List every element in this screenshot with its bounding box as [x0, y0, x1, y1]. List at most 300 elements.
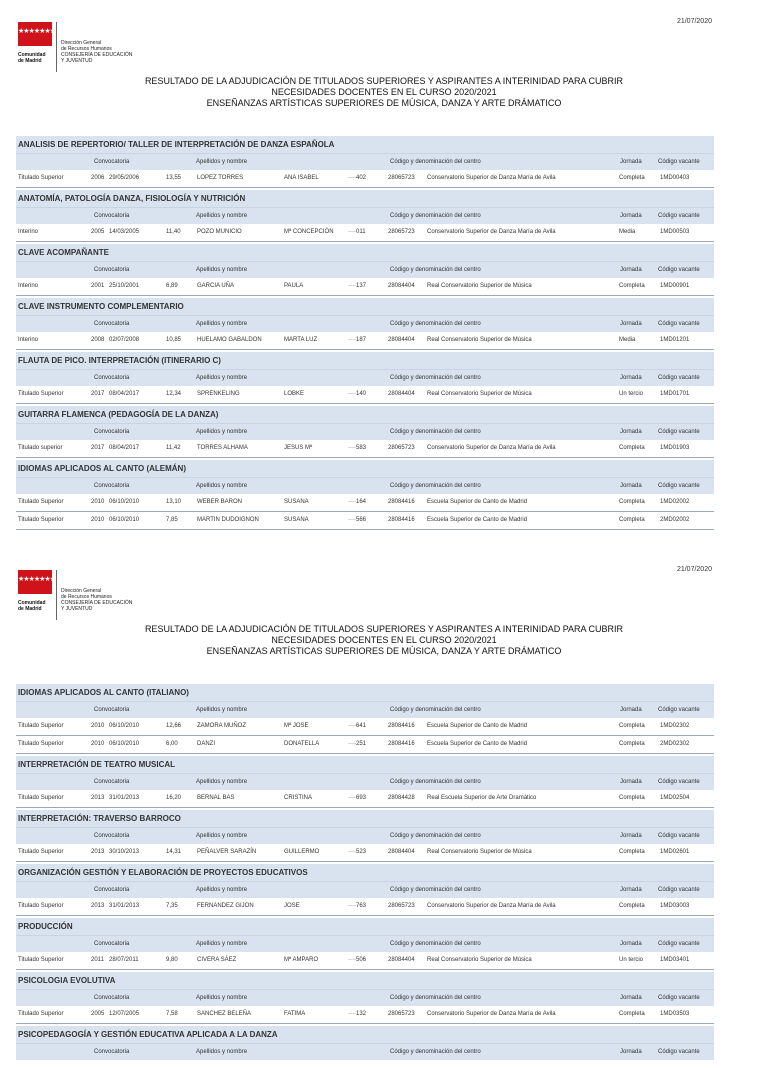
subject-title: FLAUTA DE PICO. INTERPRETACIÓN (ITINERARIO C) — [16, 352, 714, 370]
row-nombre-centro: Conservatorio Superior de Danza María de Avila — [427, 175, 556, 181]
column-apellidos: Apellidos y nombre — [196, 1049, 248, 1055]
subject-title: ORGANIZACIÓN GESTIÓN Y ELABORACIÓN DE PROYECTOS EDUCATIVOS — [16, 864, 714, 882]
subject-title: PSICOPEDAGOGÍA Y GESTIÓN EDUCATIVA APLICADA A LA DANZA — [16, 1026, 714, 1044]
row-nombre-centro: Escuela Superior de Canto de Madrid — [427, 723, 528, 729]
row-jornada: Completa — [619, 795, 645, 801]
row-dni: ····140 — [348, 391, 367, 397]
column-apellidos: Apellidos y nombre — [196, 833, 248, 839]
column-apellidos: Apellidos y nombre — [196, 267, 248, 273]
row-codigo-centro: 28065723 — [388, 903, 415, 909]
column-centro: Código y denominación del centro — [390, 483, 481, 489]
row-apellidos: HUELAMO GABALDON — [197, 337, 262, 343]
row-codigo-vacante: 1MD03401 — [660, 957, 690, 963]
row-dni: ····164 — [348, 499, 367, 505]
column-convocatoria: Convocatoria — [94, 321, 130, 327]
row-codigo-centro: 28084428 — [388, 795, 415, 801]
column-centro: Código y denominación del centro — [390, 159, 481, 165]
column-centro: Código y denominación del centro — [390, 779, 481, 785]
stars-icon: ★★★★★★★ — [18, 28, 55, 35]
row-anio: 2005 — [91, 229, 105, 235]
document-date: 21/07/2020 — [676, 566, 712, 573]
column-codigo-vacante: Código vacante — [658, 833, 700, 839]
table-row — [16, 952, 714, 970]
row-anio: 2013 — [91, 903, 105, 909]
row-codigo-centro: 28084404 — [388, 957, 415, 963]
adjudication-tables — [16, 136, 714, 532]
table-row — [16, 512, 714, 530]
column-jornada: Jornada — [620, 375, 642, 381]
row-fecha: 08/04/2017 — [109, 445, 140, 451]
row-nombre: GUILLERMO — [284, 849, 320, 855]
table-row — [16, 494, 714, 512]
row-jornada: Un tercio — [619, 391, 644, 397]
table-row — [16, 332, 714, 350]
row-nombre-centro: Real Conservatorio Superior de Música — [427, 849, 532, 855]
row-nombre: LOBKE — [284, 391, 305, 397]
column-codigo-vacante: Código vacante — [658, 159, 700, 165]
subject-section — [16, 1026, 714, 1060]
row-codigo-vacante: 1MD00901 — [660, 283, 690, 289]
row-puntuacion: 9,80 — [166, 957, 178, 963]
row-apellidos: GARCIA UÑA — [197, 283, 235, 289]
logo-dept-line: Y JUVENTUD — [61, 58, 93, 64]
row-fecha: 31/01/2013 — [109, 903, 140, 909]
row-nombre: Mª AMPARO — [284, 957, 319, 963]
table-row — [16, 278, 714, 296]
column-centro: Código y denominación del centro — [390, 1049, 481, 1055]
row-fecha: 06/10/2010 — [109, 517, 140, 523]
subject-title: IDIOMAS APLICADOS AL CANTO (ALEMÁN) — [16, 460, 714, 478]
column-jornada: Jornada — [620, 995, 642, 1001]
row-jornada: Completa — [619, 1011, 645, 1017]
column-headers — [16, 424, 714, 440]
column-convocatoria: Convocatoria — [94, 429, 130, 435]
row-codigo-vacante: 1MD03003 — [660, 903, 690, 909]
row-anio: 2006 — [91, 175, 105, 181]
row-apellidos: LOPEZ TORRES — [197, 175, 244, 181]
column-headers — [16, 774, 714, 790]
row-nombre-centro: Escuela Superior de Canto de Madrid — [427, 499, 528, 505]
row-anio: 2010 — [91, 517, 105, 523]
column-codigo-vacante: Código vacante — [658, 267, 700, 273]
column-apellidos: Apellidos y nombre — [196, 429, 248, 435]
subject-title: CLAVE ACOMPAÑANTE — [16, 244, 714, 262]
row-fecha: 06/10/2010 — [109, 741, 140, 747]
row-puntuacion: 6,89 — [166, 283, 178, 289]
row-tipo: Interino — [18, 283, 39, 289]
title-line: RESULTADO DE LA ADJUDICACIÓN DE TITULADOS SUPERIORES Y ASPIRANTES A INTERINIDAD PARA CUBRIR — [144, 624, 624, 634]
logo-divider — [56, 22, 57, 72]
row-codigo-vacante: 1MD02302 — [660, 723, 690, 729]
row-apellidos: POZO MUNICIO — [197, 229, 242, 235]
row-codigo-centro: 28084404 — [388, 391, 415, 397]
row-codigo-centro: 28084416 — [388, 499, 415, 505]
row-nombre-centro: Conservatorio Superior de Danza María de Avila — [427, 229, 556, 235]
column-apellidos: Apellidos y nombre — [196, 213, 248, 219]
row-apellidos: BERNAL BAS — [197, 795, 235, 801]
column-jornada: Jornada — [620, 833, 642, 839]
row-puntuacion: 12,34 — [166, 391, 182, 397]
row-jornada: Completa — [619, 175, 645, 181]
row-apellidos: FERNANDEZ GIJON — [197, 903, 254, 909]
row-anio: 2017 — [91, 445, 105, 451]
row-anio: 2001 — [91, 283, 105, 289]
row-dni: ····566 — [348, 517, 367, 523]
column-jornada: Jornada — [620, 1049, 642, 1055]
document-date: 21/07/2020 — [676, 18, 712, 25]
row-puntuacion: 7,35 — [166, 903, 178, 909]
subject-section — [16, 352, 714, 404]
column-codigo-vacante: Código vacante — [658, 995, 700, 1001]
row-jornada: Un tercio — [619, 957, 644, 963]
column-headers — [16, 828, 714, 844]
row-nombre: JOSE — [284, 903, 300, 909]
row-codigo-vacante: 1MD02002 — [660, 499, 690, 505]
logo-brand-line: de Madrid — [18, 58, 42, 64]
logo-brand — [18, 600, 46, 612]
adjudication-tables — [16, 684, 714, 1062]
subject-title: PSICOLOGIA EVOLUTIVA — [16, 972, 714, 990]
logo-dept-line: Dirección General — [61, 588, 102, 594]
column-headers — [16, 702, 714, 718]
row-codigo-centro: 28084416 — [388, 741, 415, 747]
comunidad-madrid-logo — [18, 570, 138, 622]
column-codigo-vacante: Código vacante — [658, 213, 700, 219]
row-codigo-vacante: 1MD02504 — [660, 795, 690, 801]
row-dni: ····011 — [348, 229, 366, 235]
row-nombre-centro: Escuela Superior de Canto de Madrid — [427, 741, 528, 747]
row-apellidos: PEÑALVER SARAZÍN — [197, 849, 257, 855]
row-puntuacion: 7,58 — [166, 1011, 178, 1017]
row-tipo: Titulado Superior — [18, 499, 64, 505]
row-codigo-vacante: 1MD00403 — [660, 175, 690, 181]
row-puntuacion: 10,85 — [166, 337, 182, 343]
column-codigo-vacante: Código vacante — [658, 429, 700, 435]
row-codigo-centro: 28084416 — [388, 723, 415, 729]
table-row — [16, 844, 714, 862]
table-row — [16, 790, 714, 808]
document-page-2 — [0, 548, 768, 1068]
column-centro: Código y denominación del centro — [390, 833, 481, 839]
row-puntuacion: 16,20 — [166, 795, 182, 801]
column-jornada: Jornada — [620, 267, 642, 273]
row-puntuacion: 6,00 — [166, 741, 178, 747]
subject-section — [16, 460, 714, 530]
column-convocatoria: Convocatoria — [94, 941, 130, 947]
row-jornada: Completa — [619, 903, 645, 909]
column-headers — [16, 316, 714, 332]
row-anio: 2010 — [91, 499, 105, 505]
document-title — [0, 624, 768, 657]
row-apellidos: ZAMORA MUÑOZ — [197, 723, 246, 729]
comunidad-madrid-logo — [18, 22, 138, 74]
subject-section — [16, 756, 714, 808]
subject-section — [16, 136, 714, 188]
subject-title: ANALISIS DE REPERTORIO/ TALLER DE INTERPRETACIÓN DE DANZA ESPAÑOLA — [16, 136, 714, 154]
column-centro: Código y denominación del centro — [390, 707, 481, 713]
row-nombre: FATIMA — [284, 1011, 306, 1017]
table-row — [16, 440, 714, 458]
row-nombre: Mª JOSE — [284, 723, 309, 729]
table-row — [16, 718, 714, 736]
row-apellidos: TORRES ALHAMA — [197, 445, 248, 451]
column-headers — [16, 1044, 714, 1060]
row-nombre-centro: Real Conservatorio Superior de Música — [427, 283, 532, 289]
logo-dept-line: de Recursos Humanos — [61, 594, 112, 600]
column-codigo-vacante: Código vacante — [658, 707, 700, 713]
row-anio: 2008 — [91, 337, 105, 343]
row-fecha: 14/03/2005 — [109, 229, 140, 235]
row-puntuacion: 11,40 — [166, 229, 181, 235]
row-apellidos: SANCHEZ BELEÑA — [197, 1011, 252, 1017]
row-apellidos: CIVERA SÁEZ — [197, 957, 237, 963]
row-puntuacion: 13,55 — [166, 175, 182, 181]
row-codigo-centro: 28065723 — [388, 175, 415, 181]
table-row — [16, 170, 714, 188]
row-nombre-centro: Real Conservatorio Superior de Música — [427, 391, 532, 397]
row-nombre: JESUS Mª — [284, 445, 313, 451]
subject-title: INTERPRETACIÓN: TRAVERSO BARROCO — [16, 810, 714, 828]
row-codigo-vacante: 1MD00503 — [660, 229, 690, 235]
column-codigo-vacante: Código vacante — [658, 1049, 700, 1055]
row-dni: ····132 — [348, 1011, 367, 1017]
column-convocatoria: Convocatoria — [94, 483, 130, 489]
column-apellidos: Apellidos y nombre — [196, 159, 248, 165]
row-dni: ····583 — [348, 445, 367, 451]
logo-department — [61, 588, 132, 612]
row-nombre: MARTA LUZ — [284, 337, 318, 343]
column-codigo-vacante: Código vacante — [658, 321, 700, 327]
column-jornada: Jornada — [620, 707, 642, 713]
column-headers — [16, 478, 714, 494]
column-centro: Código y denominación del centro — [390, 321, 481, 327]
row-tipo: Titulado Superior — [18, 903, 64, 909]
column-apellidos: Apellidos y nombre — [196, 707, 248, 713]
row-tipo: Titulado Superior — [18, 741, 64, 747]
table-row — [16, 898, 714, 916]
row-dni: ····523 — [348, 849, 367, 855]
column-codigo-vacante: Código vacante — [658, 941, 700, 947]
row-codigo-centro: 28065723 — [388, 1011, 415, 1017]
row-fecha: 31/01/2013 — [109, 795, 140, 801]
column-jornada: Jornada — [620, 321, 642, 327]
column-jornada: Jornada — [620, 213, 642, 219]
row-apellidos: DANZI — [197, 741, 215, 747]
row-tipo: Interino — [18, 337, 39, 343]
row-fecha: 06/10/2010 — [109, 723, 140, 729]
row-dni: ····693 — [348, 795, 367, 801]
column-centro: Código y denominación del centro — [390, 267, 481, 273]
row-codigo-vacante: 2MD02302 — [660, 741, 690, 747]
row-tipo: Titulado Superior — [18, 517, 64, 523]
logo-dept-line: Dirección General — [61, 40, 102, 46]
row-dni: ····763 — [348, 903, 367, 909]
row-nombre-centro: Real Conservatorio Superior de Música — [427, 957, 532, 963]
column-codigo-vacante: Código vacante — [658, 779, 700, 785]
title-line: ENSEÑANZAS ARTÍSTICAS SUPERIORES DE MÚSICA, DANZA Y ARTE DRÁMATICO — [206, 646, 562, 656]
document-title — [0, 76, 768, 109]
title-line: NECESIDADES DOCENTES EN EL CURSO 2020/2021 — [271, 635, 497, 645]
row-dni: ····402 — [348, 175, 367, 181]
column-convocatoria: Convocatoria — [94, 833, 130, 839]
row-jornada: Completa — [619, 741, 645, 747]
row-dni: ····187 — [348, 337, 367, 343]
row-nombre-centro: Conservatorio Superior de Danza María de Avila — [427, 445, 556, 451]
row-puntuacion: 14,31 — [166, 849, 182, 855]
table-row — [16, 736, 714, 754]
row-tipo: Titulado Superior — [18, 1011, 64, 1017]
column-apellidos: Apellidos y nombre — [196, 779, 248, 785]
column-centro: Código y denominación del centro — [390, 887, 481, 893]
row-fecha: 02/07/2008 — [109, 337, 140, 343]
row-tipo: Titulado Superior — [18, 175, 64, 181]
column-apellidos: Apellidos y nombre — [196, 321, 248, 327]
subject-title: INTERPRETACIÓN DE TEATRO MUSICAL — [16, 756, 714, 774]
row-codigo-centro: 28084404 — [388, 283, 415, 289]
title-line: ENSEÑANZAS ARTÍSTICAS SUPERIORES DE MÚSICA, DANZA Y ARTE DRÁMATICO — [206, 98, 562, 108]
row-dni: ····251 — [348, 741, 367, 747]
logo-brand-line: Comunidad — [18, 600, 46, 606]
column-codigo-vacante: Código vacante — [658, 887, 700, 893]
column-convocatoria: Convocatoria — [94, 995, 130, 1001]
row-tipo: Titulado superior — [18, 445, 63, 451]
row-anio: 2011 — [91, 957, 104, 963]
column-codigo-vacante: Código vacante — [658, 483, 700, 489]
logo-dept-line: de Recursos Humanos — [61, 46, 112, 52]
column-jornada: Jornada — [620, 159, 642, 165]
column-jornada: Jornada — [620, 483, 642, 489]
subject-title: CLAVE INSTRUMENTO COMPLEMENTARIO — [16, 298, 714, 316]
row-codigo-vacante: 1MD01701 — [660, 391, 690, 397]
column-apellidos: Apellidos y nombre — [196, 941, 248, 947]
column-centro: Código y denominación del centro — [390, 213, 481, 219]
row-nombre: DONATELLA — [284, 741, 320, 747]
row-jornada: Completa — [619, 723, 645, 729]
logo-brand — [18, 52, 46, 64]
row-nombre: PAULA — [284, 283, 304, 289]
column-jornada: Jornada — [620, 941, 642, 947]
row-nombre-centro: Real Escuela Superior de Arte Dramático — [427, 795, 537, 801]
subject-title: ANATOMÍA, PATOLOGÍA DANZA, FISIOLOGÍA Y NUTRICIÓN — [16, 190, 714, 208]
row-fecha: 06/10/2010 — [109, 499, 140, 505]
row-nombre: ANA ISABEL — [284, 175, 319, 181]
subject-section — [16, 918, 714, 970]
column-apellidos: Apellidos y nombre — [196, 887, 248, 893]
row-apellidos: MARTIN DUDOIGNON — [197, 517, 259, 523]
column-headers — [16, 990, 714, 1006]
row-tipo: Titulado Superior — [18, 795, 64, 801]
row-nombre: SUSANA — [284, 499, 309, 505]
column-apellidos: Apellidos y nombre — [196, 375, 248, 381]
row-anio: 2010 — [91, 741, 105, 747]
row-codigo-centro: 28084404 — [388, 849, 415, 855]
subject-section — [16, 864, 714, 916]
column-headers — [16, 154, 714, 170]
row-codigo-vacante: 1MD02601 — [660, 849, 690, 855]
row-puntuacion: 7,85 — [166, 517, 178, 523]
column-convocatoria: Convocatoria — [94, 159, 130, 165]
title-line: RESULTADO DE LA ADJUDICACIÓN DE TITULADOS SUPERIORES Y ASPIRANTES A INTERINIDAD PARA CUBRIR — [144, 76, 624, 86]
column-convocatoria: Convocatoria — [94, 887, 130, 893]
subject-title: GUITARRA FLAMENCA (PEDAGOGÍA DE LA DANZA) — [16, 406, 714, 424]
column-headers — [16, 262, 714, 278]
subject-section — [16, 684, 714, 754]
logo-dept-line: CONSEJERÍA DE EDUCACIÓN — [61, 600, 133, 606]
row-puntuacion: 11,42 — [166, 445, 181, 451]
row-tipo: Titulado Superior — [18, 957, 64, 963]
row-jornada: Media — [619, 337, 636, 343]
row-nombre: CRISTINA — [284, 795, 313, 801]
row-codigo-centro: 28065723 — [388, 229, 415, 235]
row-codigo-centro: 28084416 — [388, 517, 415, 523]
stars-icon: ★★★★★★★ — [18, 576, 55, 583]
logo-divider — [56, 570, 57, 620]
row-tipo: Titulado Superior — [18, 723, 64, 729]
row-puntuacion: 13,10 — [166, 499, 182, 505]
table-row — [16, 386, 714, 404]
column-jornada: Jornada — [620, 429, 642, 435]
row-codigo-vacante: 1MD01903 — [660, 445, 690, 451]
row-codigo-centro: 28065723 — [388, 445, 415, 451]
subject-section — [16, 298, 714, 350]
row-jornada: Completa — [619, 499, 645, 505]
title-line: NECESIDADES DOCENTES EN EL CURSO 2020/2021 — [271, 87, 497, 97]
row-codigo-vacante: 1MD01201 — [660, 337, 690, 343]
row-dni: ····641 — [348, 723, 367, 729]
logo-dept-line: CONSEJERÍA DE EDUCACIÓN — [61, 52, 133, 58]
row-fecha: 28/07/2011 — [109, 957, 139, 963]
row-codigo-centro: 28084404 — [388, 337, 415, 343]
column-convocatoria: Convocatoria — [94, 1049, 130, 1055]
logo-department — [61, 40, 132, 64]
row-tipo: Titulado Superior — [18, 849, 64, 855]
column-headers — [16, 936, 714, 952]
column-centro: Código y denominación del centro — [390, 941, 481, 947]
subject-section — [16, 810, 714, 862]
row-anio: 2005 — [91, 1011, 105, 1017]
row-nombre-centro: Real Conservatorio Superior de Música — [427, 337, 532, 343]
column-centro: Código y denominación del centro — [390, 429, 481, 435]
column-apellidos: Apellidos y nombre — [196, 483, 248, 489]
row-fecha: 08/04/2017 — [109, 391, 140, 397]
row-apellidos: WEBER BARON — [197, 499, 243, 505]
column-headers — [16, 208, 714, 224]
row-anio: 2013 — [91, 849, 105, 855]
row-anio: 2017 — [91, 391, 105, 397]
row-codigo-vacante: 2MD02002 — [660, 517, 690, 523]
row-fecha: 25/10/2001 — [109, 283, 140, 289]
column-headers — [16, 882, 714, 898]
row-dni: ····137 — [348, 283, 367, 289]
row-fecha: 29/05/2006 — [109, 175, 140, 181]
logo-brand-line: Comunidad — [18, 52, 46, 58]
row-dni: ····506 — [348, 957, 367, 963]
subject-section — [16, 406, 714, 458]
flag-icon — [18, 570, 55, 594]
column-convocatoria: Convocatoria — [94, 707, 130, 713]
logo-brand-line: de Madrid — [18, 606, 42, 612]
row-fecha: 30/10/2013 — [109, 849, 140, 855]
row-puntuacion: 12,66 — [166, 723, 182, 729]
row-anio: 2013 — [91, 795, 105, 801]
document-page-1 — [0, 0, 768, 523]
subject-section — [16, 190, 714, 242]
subject-title: PRODUCCIÓN — [16, 918, 714, 936]
row-nombre: Mª CONCEPCIÓN — [284, 229, 334, 235]
table-row — [16, 1006, 714, 1024]
column-codigo-vacante: Código vacante — [658, 375, 700, 381]
row-anio: 2010 — [91, 723, 105, 729]
